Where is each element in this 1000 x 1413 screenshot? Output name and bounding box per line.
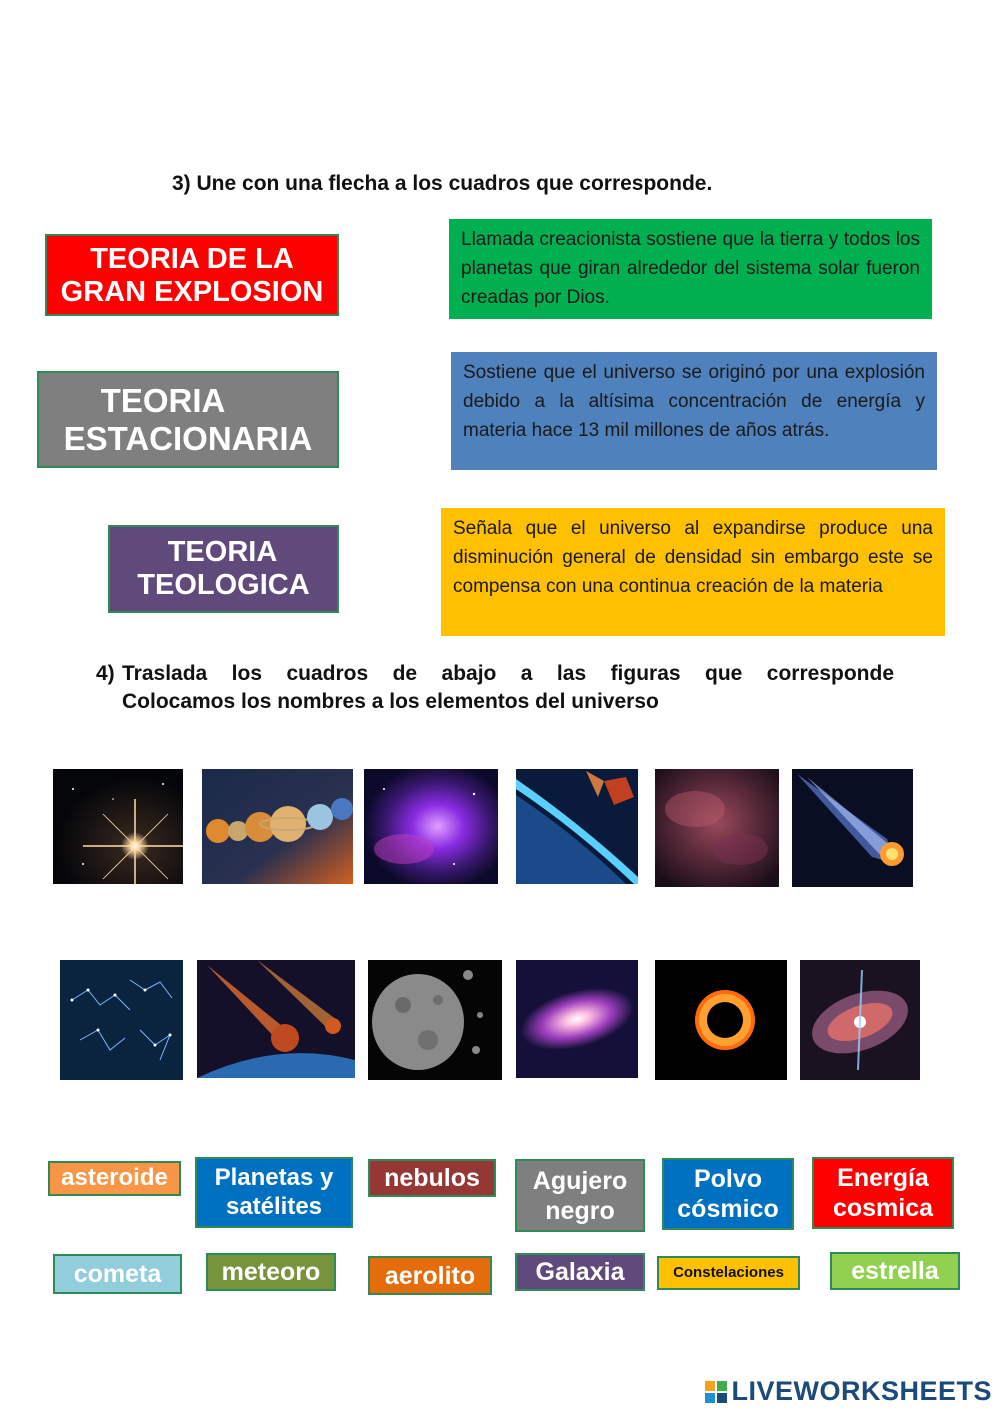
nebula-image[interactable] — [364, 769, 498, 884]
liveworksheets-logo[interactable] — [705, 1376, 992, 1407]
question-3-heading: 3) Une con una flecha a los cuadros que corresponde. — [172, 172, 713, 195]
comet-image[interactable] — [792, 769, 913, 887]
question-4-line1: Traslada los cuadros de abajo a las figuras que corresponde — [122, 662, 894, 685]
theory-theological-line2: TEOLOGICA — [137, 569, 310, 601]
label-agujero-negro[interactable]: Agujero negro — [515, 1159, 645, 1232]
aerolite-image[interactable] — [516, 769, 638, 884]
theory-theological-box[interactable] — [108, 525, 339, 613]
black-hole-image[interactable] — [655, 960, 787, 1080]
constellations-image[interactable] — [60, 960, 183, 1080]
label-aerolito[interactable]: aerolito — [368, 1256, 492, 1295]
meteor-image[interactable] — [197, 960, 355, 1078]
theory-theological-line1: TEORIA — [167, 535, 278, 568]
question-4-number: 4) — [96, 662, 115, 685]
theory-stationary-line1: TEORIA — [100, 381, 226, 419]
star-image[interactable] — [53, 769, 183, 884]
theory-stationary-box[interactable] — [37, 371, 339, 468]
cosmic-dust-image[interactable] — [655, 769, 779, 887]
label-cometa[interactable]: cometa — [53, 1254, 182, 1294]
label-nebulos[interactable]: nebulos — [368, 1159, 496, 1197]
label-asteroide[interactable]: asteroide — [48, 1161, 181, 1196]
label-energia-cosmica[interactable]: Energía cosmica — [812, 1157, 954, 1229]
label-estrella[interactable]: estrella — [830, 1252, 960, 1290]
label-constelaciones[interactable]: Constelaciones — [657, 1256, 800, 1290]
liveworksheets-logo-text: LIVEWORKSHEETS — [731, 1376, 992, 1406]
cosmic-energy-image[interactable] — [800, 960, 920, 1080]
theory-big-bang-box[interactable] — [45, 234, 339, 316]
label-polvo-cosmico[interactable]: Polvo cósmico — [662, 1158, 794, 1230]
planets-image[interactable] — [202, 769, 353, 884]
label-planetas-satelites[interactable]: Planetas y satélites — [195, 1157, 353, 1228]
description-steady-state[interactable]: Señala que el universo al expandirse produce una disminución general de densidad sin embargo este se compensa con una continua creación de la materia — [441, 508, 945, 636]
description-creationist[interactable]: Llamada creacionista sostiene que la tierra y todos los planetas que giran alrededor del sistema solar fueron creadas por Dios. — [449, 219, 932, 319]
theory-stationary-line2: ESTACIONARIA — [63, 419, 313, 457]
theory-big-bang-line1: TEORIA DE LA — [90, 242, 294, 275]
galaxy-image[interactable] — [516, 960, 638, 1078]
label-galaxia[interactable]: Galaxia — [515, 1253, 645, 1291]
question-4-line2: Colocamos los nombres a los elementos del universo — [122, 690, 659, 713]
asteroid-image[interactable] — [368, 960, 502, 1080]
label-meteoro[interactable]: meteoro — [206, 1253, 336, 1291]
theory-big-bang-line2: GRAN EXPLOSION — [60, 276, 324, 308]
liveworksheets-logo-icon — [705, 1381, 727, 1403]
description-big-bang[interactable]: Sostiene que el universo se originó por una explosión debido a la altísima concentración de energía y materia hace 13 mil millones de años atrás. — [451, 352, 937, 470]
